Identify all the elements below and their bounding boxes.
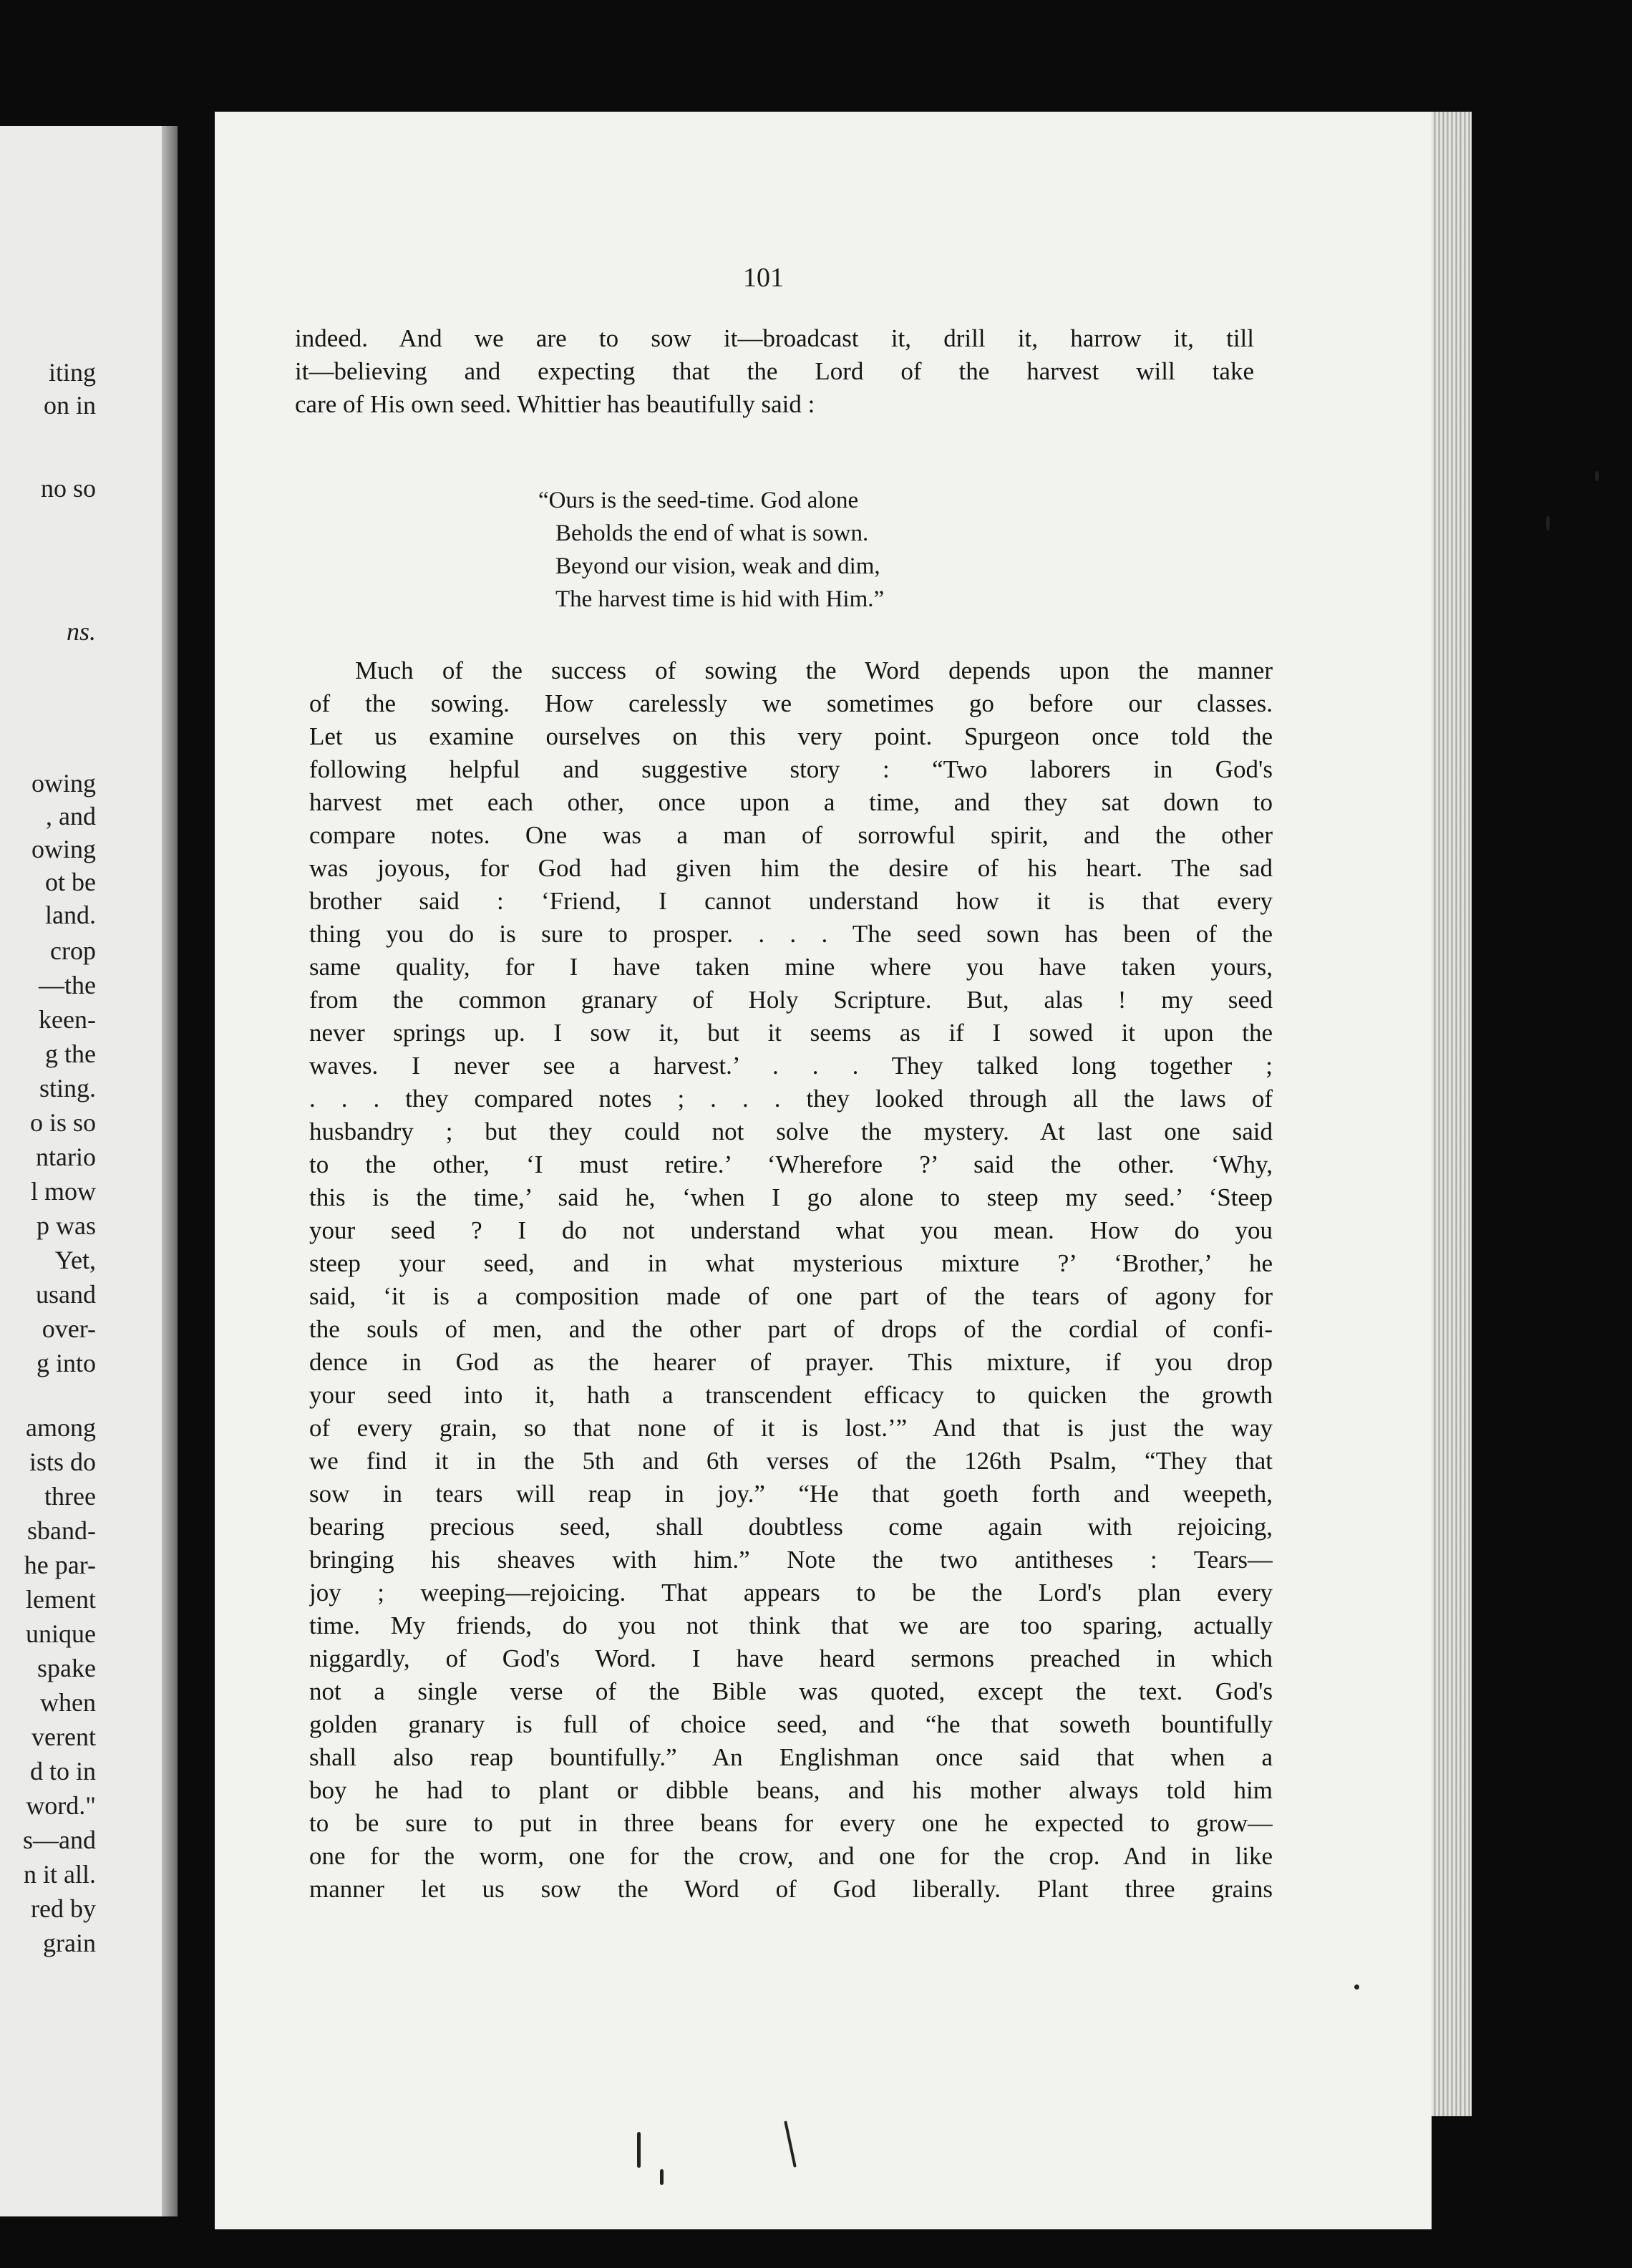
text-line: steep your seed, and in what mysterious mixture ?’ ‘Brother,’ he <box>309 1249 1273 1277</box>
left-page-text-fragment: g the <box>45 1040 96 1068</box>
text-line: compare notes. One was a man of sorrowful spirit, and the other <box>309 821 1273 849</box>
left-page-text-fragment: ns. <box>66 617 96 646</box>
page-number: 101 <box>743 263 784 293</box>
text-line: your seed ? I do not understand what you mean. How do you <box>309 1216 1273 1244</box>
left-page-text-fragment: s—and <box>23 1826 96 1854</box>
poem-line: “Ours is the seed-time. God alone <box>538 488 859 513</box>
text-line: of the sowing. How carelessly we sometimes go before our classes. <box>309 689 1273 717</box>
left-page-text-fragment: sband- <box>27 1516 96 1545</box>
page-fore-edge <box>1432 112 1472 2116</box>
text-line: joy ; weeping—rejoicing. That appears to be the Lord's plan every <box>309 1579 1273 1606</box>
left-page <box>0 126 162 2216</box>
left-page-text-fragment: g into <box>36 1349 96 1377</box>
text-line: one for the worm, one for the crow, and one for the crop. And in like <box>309 1842 1273 1870</box>
left-page-text-fragment: iting <box>48 358 96 387</box>
body-paragraph <box>309 654 1273 1906</box>
text-line: same quality, for I have taken mine where you have taken yours, <box>309 953 1273 981</box>
left-page-text-fragment: grain <box>43 1929 96 1957</box>
text-line: to the other, ‘I must retire.’ ‘Wherefore ?’ said the other. ‘Why, <box>309 1150 1273 1178</box>
text-line: time. My friends, do you not think that we are too sparing, actually <box>309 1612 1273 1639</box>
left-page-text-fragment: ot be <box>45 868 96 896</box>
left-page-text-fragment: red by <box>31 1894 96 1923</box>
text-line: dence in God as the hearer of prayer. This mixture, if you drop <box>309 1348 1273 1376</box>
left-page-text-fragment: Yet, <box>54 1246 96 1274</box>
left-page-text-fragment: p was <box>37 1211 96 1240</box>
scan-speck <box>660 2169 664 2185</box>
text-line: care of His own seed. Whittier has beautifully said : <box>295 390 815 418</box>
intro-paragraph <box>295 322 1254 421</box>
text-line: waves. I never see a harvest.’ . . . They talked long together ; <box>309 1052 1273 1080</box>
left-page-text-fragment: verent <box>31 1722 96 1751</box>
scan-speck <box>1595 471 1599 481</box>
text-line: Much of the success of sowing the Word depends upon the manner <box>355 656 1273 684</box>
text-line: never springs up. I sow it, but it seems as if I sowed it upon the <box>309 1019 1273 1047</box>
text-line: your seed into it, hath a transcendent efficacy to quicken the growth <box>309 1381 1273 1409</box>
book-gutter <box>162 126 178 2216</box>
left-page-text-fragment: , and <box>46 802 96 830</box>
text-line: said, ‘it is a composition made of one part of the tears of agony for <box>309 1282 1273 1310</box>
left-page-text-fragment: sting. <box>39 1074 96 1102</box>
left-page-text-fragment: ists do <box>29 1448 96 1476</box>
scan-speck <box>637 2132 641 2168</box>
text-line: bearing precious seed, shall doubtless come again with rejoicing, <box>309 1513 1273 1541</box>
poem-line: Beyond our vision, weak and dim, <box>555 553 880 579</box>
left-page-text-fragment: crop <box>50 936 96 965</box>
left-page-text-fragment: —the <box>39 971 96 999</box>
left-page-text-fragment: land. <box>45 901 96 929</box>
text-line: following helpful and suggestive story : “Two laborers in God's <box>309 755 1273 783</box>
left-page-text-fragment: owing <box>31 769 96 798</box>
text-line: bringing his sheaves with him.” Note the two antitheses : Tears— <box>309 1546 1273 1574</box>
left-page-text-fragment: owing <box>31 835 96 863</box>
text-line: Let us examine ourselves on this very point. Spurgeon once told the <box>309 722 1273 750</box>
left-page-text-fragment: keen- <box>39 1005 96 1034</box>
text-line: . . . they compared notes ; . . . they looked through all the laws of <box>309 1085 1273 1113</box>
left-page-text-fragment: he par- <box>24 1551 96 1579</box>
text-line: golden granary is full of choice seed, and “he that soweth bountifully <box>309 1710 1273 1738</box>
left-page-text-fragment: over- <box>42 1314 96 1343</box>
poem-line: The harvest time is hid with Him.” <box>555 586 885 612</box>
text-line: from the common granary of Holy Scripture. But, alas ! my seed <box>309 986 1273 1014</box>
left-page-text-fragment: word." <box>26 1791 96 1820</box>
left-page-text-fragment: no so <box>40 474 96 503</box>
text-line: we find it in the 5th and 6th verses of the 126th Psalm, “They that <box>309 1447 1273 1475</box>
text-line: not a single verse of the Bible was quoted, except the text. God's <box>309 1677 1273 1705</box>
text-line: this is the time,’ said he, ‘when I go alone to steep my seed.’ ‘Steep <box>309 1183 1273 1211</box>
left-page-text-fragment: when <box>40 1688 96 1717</box>
text-line: of every grain, so that none of it is lost.’” And that is just the way <box>309 1414 1273 1442</box>
text-line: it—believing and expecting that the Lord of the harvest will take <box>295 357 1254 385</box>
left-page-text-fragment: among <box>26 1413 96 1442</box>
text-line: husbandry ; but they could not solve the mystery. At last one said <box>309 1118 1273 1145</box>
text-line: manner let us sow the Word of God liberally. Plant three grains <box>309 1875 1273 1903</box>
scan-speck <box>1546 515 1550 531</box>
left-page-text-fragment: spake <box>37 1654 96 1682</box>
left-page-text-fragment: ntario <box>36 1143 96 1171</box>
poem-quote <box>538 484 884 616</box>
left-page-text-fragment: unique <box>26 1619 96 1648</box>
text-line: thing you do is sure to prosper. . . . The seed sown has been of the <box>309 920 1273 948</box>
left-page-text-fragment: on in <box>43 391 96 420</box>
left-page-text-fragment: o is so <box>29 1108 96 1137</box>
text-line: boy he had to plant or dibble beans, and his mother always told him <box>309 1776 1273 1804</box>
text-line: niggardly, of God's Word. I have heard sermons preached in which <box>309 1644 1273 1672</box>
left-page-text-fragment: d to in <box>29 1757 96 1785</box>
text-line: to be sure to put in three beans for every one he expected to grow— <box>309 1809 1273 1837</box>
text-line: sow in tears will reap in joy.” “He that goeth forth and weepeth, <box>309 1480 1273 1508</box>
left-page-text-fragment: usand <box>36 1280 96 1309</box>
left-page-text-fragment: n it all. <box>24 1860 96 1889</box>
text-line: brother said : ‘Friend, I cannot understand how it is that every <box>309 887 1273 915</box>
text-line: the souls of men, and the other part of drops of the cordial of confi- <box>309 1315 1273 1343</box>
scan-speck <box>1354 1984 1359 1990</box>
text-line: indeed. And we are to sow it—broadcast it, drill it, harrow it, till <box>295 324 1254 352</box>
left-page-text-fragment: three <box>44 1482 96 1511</box>
text-line: harvest met each other, once upon a time, and they sat down to <box>309 788 1273 816</box>
left-page-text-fragment: lement <box>26 1585 96 1614</box>
poem-line: Beholds the end of what is sown. <box>555 520 869 546</box>
text-line: shall also reap bountifully.” An Englishman once said that when a <box>309 1743 1273 1771</box>
text-line: was joyous, for God had given him the desire of his heart. The sad <box>309 854 1273 882</box>
left-page-text-fragment: l mow <box>30 1177 96 1206</box>
